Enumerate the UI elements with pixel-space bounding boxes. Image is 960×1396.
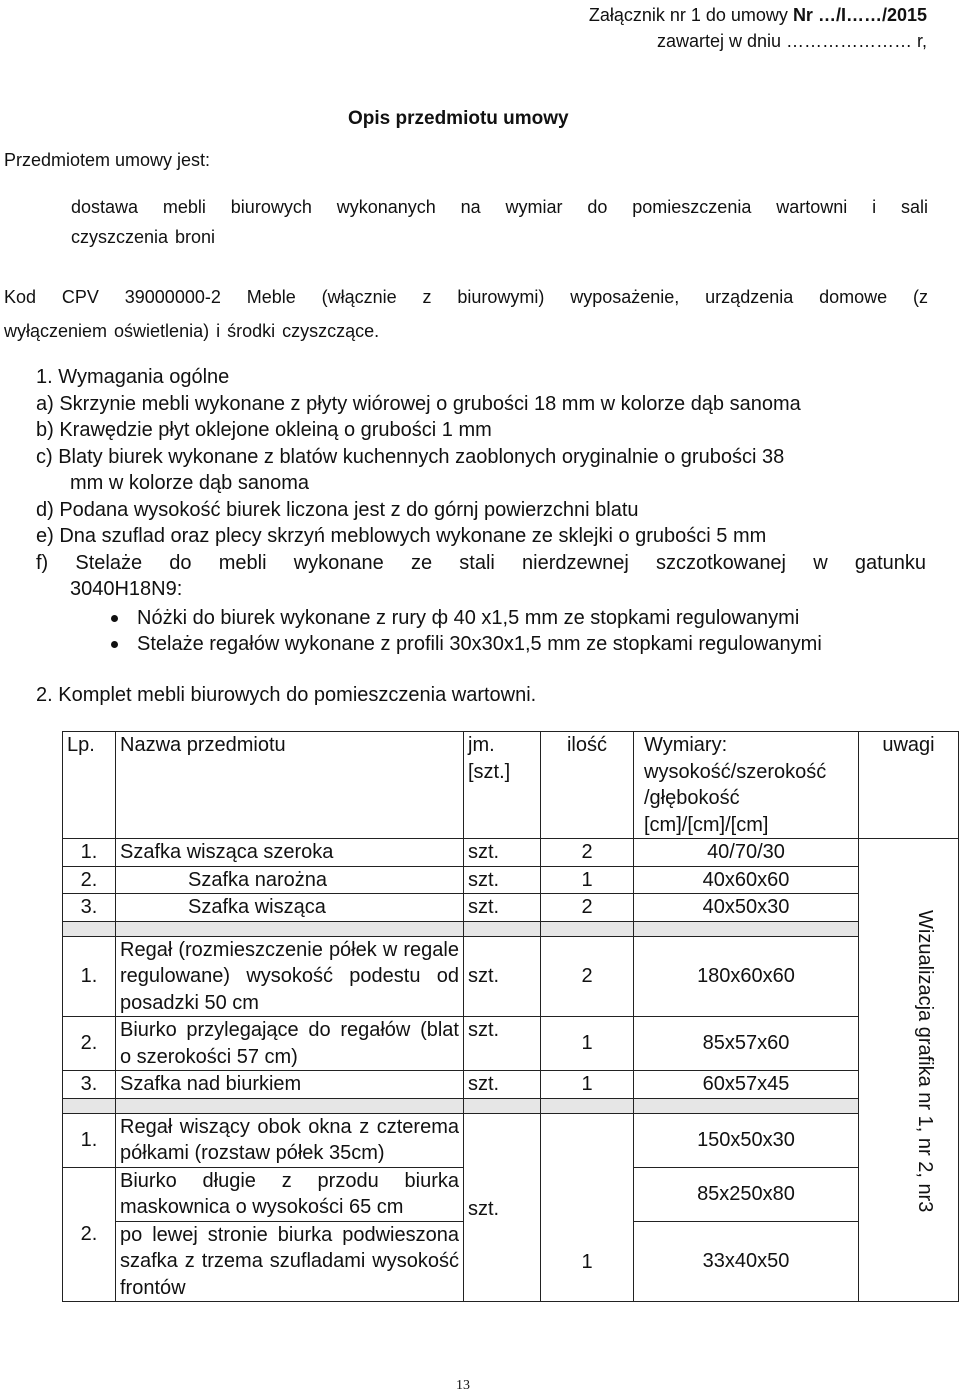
furniture-table	[62, 731, 959, 1302]
bullet-item: Nóżki do biurek wykonane z rury ф 40 x1,5 mm ze stopkami regulowanymi	[36, 605, 926, 632]
subject-label: Przedmiotem umowy jest:	[4, 150, 211, 170]
requirement-c-continued: mm w kolorze dąb sanoma	[70, 472, 309, 494]
requirement-f-continued: 3040H18N9:	[70, 578, 183, 600]
requirement-a: a) Skrzynie mebli wykonane z płyty wiórowej o grubości 18 mm w kolorze dąb sanoma	[36, 392, 801, 415]
table-row: 2. Szafka narożna szt. 1 40x60x60	[63, 866, 959, 894]
table-row: 3. Szafka nad biurkiem szt. 1 60x57x45	[63, 1071, 959, 1099]
requirement-d: d) Podana wysokość biurek liczona jest z do górnj powierzchni blatu	[36, 498, 639, 521]
requirement-f: f) Stelaże do mebli wykonane ze stali nierdzewnej szczotkowanej w gatunku	[36, 551, 926, 574]
header-notes: uwagi	[859, 732, 959, 839]
group-3-qty: 1	[541, 1113, 634, 1302]
page-number: 13	[456, 1378, 470, 1393]
section-1-heading: 1. Wymagania ogólne	[36, 366, 230, 388]
table-header-row	[63, 732, 959, 839]
general-requirements	[36, 364, 926, 658]
header-lp: Lp.	[63, 732, 116, 839]
header-dims: Wymiary: wysokość/szerokość /głębokość [cm]/[cm]/[cm]	[634, 732, 859, 839]
table-row: 3. Szafka wisząca szt. 2 40x50x30	[63, 894, 959, 922]
requirement-b: b) Krawędzie płyt oklejone okleiną o grubości 1 mm	[36, 419, 492, 441]
requirement-e: e) Dna szuflad oraz plecy skrzyń meblowych wykonane ze sklejki o grubości 5 mm	[36, 525, 767, 547]
group-3-unit: szt.	[464, 1113, 541, 1302]
header-name: Nazwa przedmiotu	[116, 732, 464, 839]
attachment-header	[589, 2, 927, 54]
table-row: 2. Biurko długie z przodu biurka maskownica o wysokości 65 cm 85x250x80	[63, 1167, 959, 1221]
notes-cell	[859, 839, 959, 1302]
requirement-c: c) Blaty biurek wykonane z blatów kuchennych zaoblonych oryginalnie o grubości 38	[36, 445, 785, 468]
section-2-heading: 2. Komplet mebli biurowych do pomieszczenia wartowni.	[36, 684, 537, 706]
header-unit: jm. [szt.]	[464, 732, 541, 839]
page-title: Opis przedmiotu umowy	[348, 108, 569, 129]
separator-row	[63, 1098, 959, 1113]
subject-paragraph: dostawa mebli biurowych wykonanych na wymiar do pomieszczenia wartowni i sali czyszczenia broni	[71, 197, 928, 247]
bullet-item: Stelaże regałów wykonane z profili 30x30x1,5 mm ze stopkami regulowanymi	[36, 631, 926, 658]
visualization-note: Wizualizacja grafika nr 1, nr 2, nr3	[914, 910, 936, 1213]
separator-row	[63, 921, 959, 936]
table-row: 1. Regał wiszący obok okna z czterema półkami (rozstaw półek 35cm) szt. 1 150x50x30	[63, 1113, 959, 1167]
attachment-line-2: zawartej w dniu ………………… r,	[656, 31, 927, 51]
contract-number: Nr …/I……/2015	[792, 5, 927, 25]
table-row: 1. Szafka wisząca szeroka szt. 2 40/70/30	[63, 839, 959, 867]
table-row: 1. Regał (rozmieszczenie półek w regale regulowane) wysokość podestu od posadzki 50 cm szt. 2 180x60x60	[63, 936, 959, 1017]
attachment-line-1: Załącznik nr 1 do umowy Nr …/I……/2015	[588, 5, 927, 25]
table-row: po lewej stronie biurka podwieszona szafka z trzema szufladami wysokość frontów 33x40x50	[63, 1221, 959, 1302]
table-row: 2. Biurko przylegające do regałów (blat o szerokości 57 cm) szt. 1 85x57x60	[63, 1017, 959, 1071]
cpv-paragraph: Kod CPV 39000000-2 Meble (włącznie z biurowymi) wyposażenie, urządzenia domowe (z wyłączeniem oświetlenia) i środki czyszczące.	[4, 287, 928, 341]
header-qty: ilość	[541, 732, 634, 839]
